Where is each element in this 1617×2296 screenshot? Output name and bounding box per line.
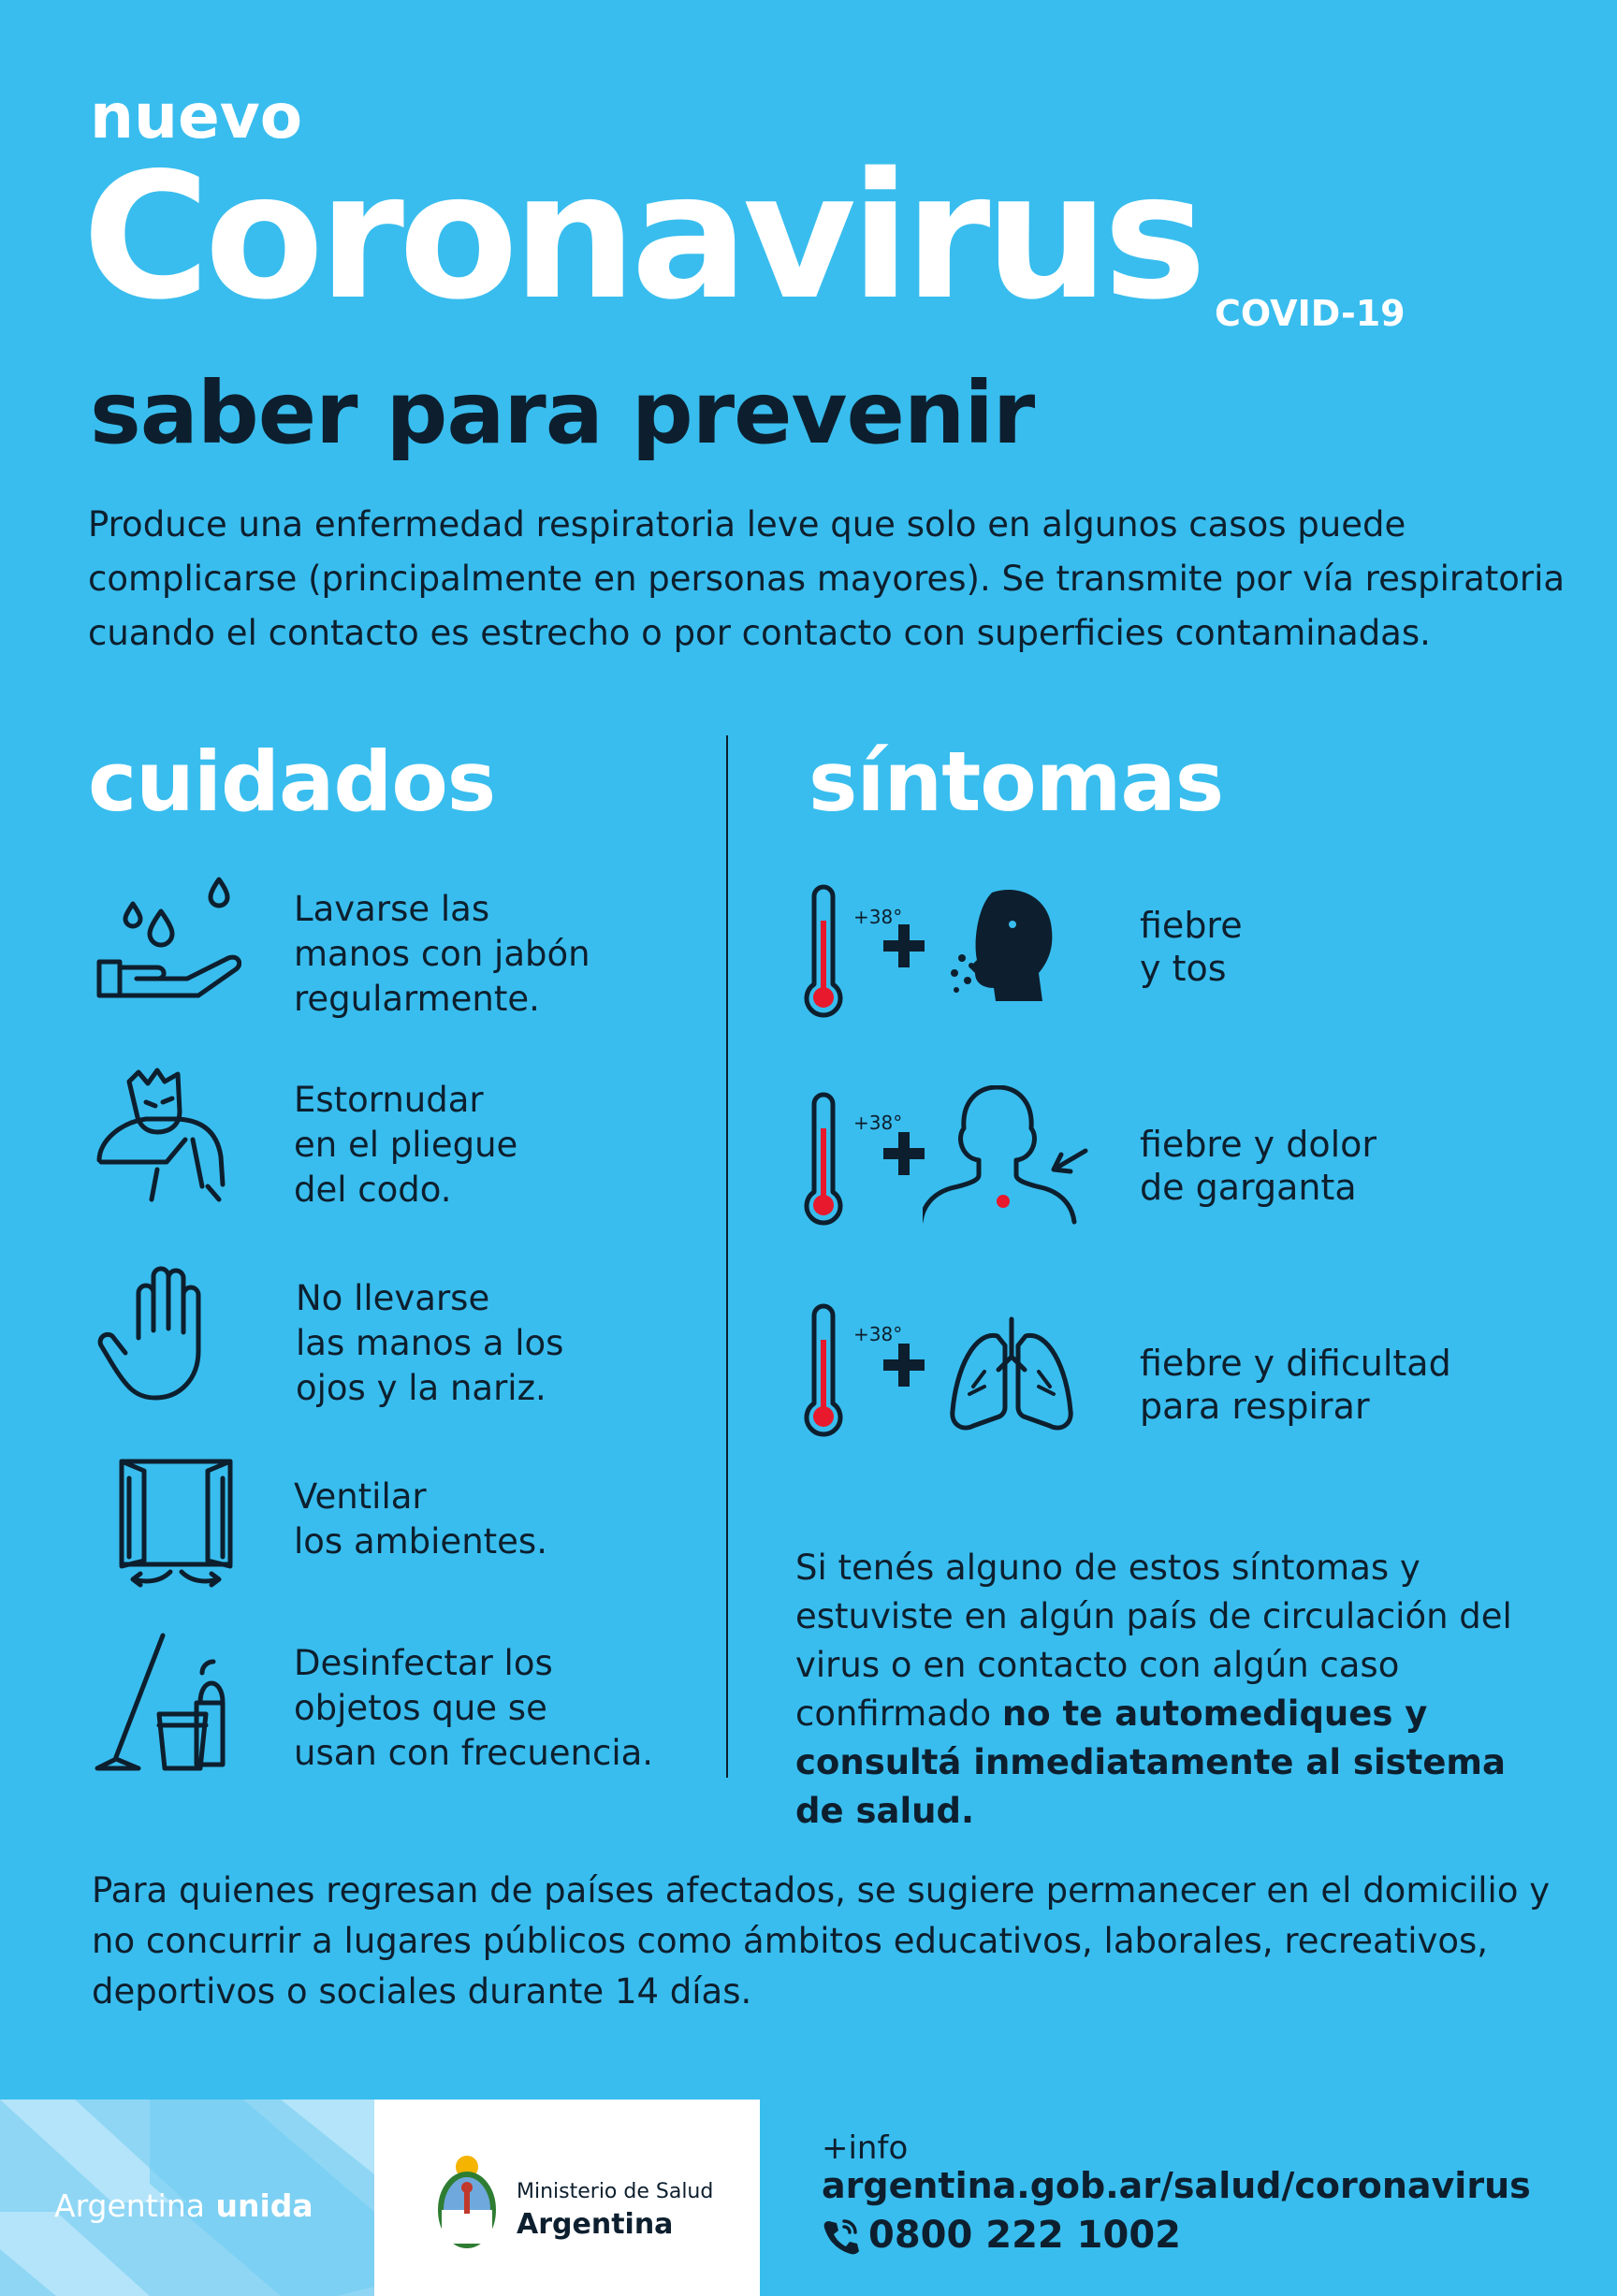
care-line: objetos que se xyxy=(294,1688,547,1728)
care-line: las manos a los xyxy=(296,1323,564,1363)
care-text-5 xyxy=(294,1641,687,1776)
lungs-icon xyxy=(947,1315,1076,1437)
care-text-2 xyxy=(294,1078,687,1213)
advice-text: Si tenés alguno de estos síntomas y estuviste en algún país de circulación del virus o en contacto con algún caso confirmado xyxy=(795,1548,1512,1734)
argentina-unida-logo xyxy=(54,2187,313,2224)
coat-of-arms-icon xyxy=(432,2152,502,2255)
care-line: regularmente. xyxy=(294,979,540,1019)
symptom-text-3 xyxy=(1140,1342,1514,1428)
symptom-line: para respirar xyxy=(1140,1386,1370,1427)
covid-label: COVID-19 xyxy=(1215,293,1406,334)
symptom-line: fiebre y dificultad xyxy=(1140,1343,1451,1384)
care-line: del codo. xyxy=(294,1170,452,1210)
coughing-person-icon xyxy=(947,883,1069,1005)
intro-paragraph: Produce una enfermedad respiratoria leve que solo en algunos casos puede complicarse (principalmente en personas mayores). Se transmite por vía respiratoria cuando el contacto es estrecho o por contacto con superficies contaminadas. xyxy=(88,504,1566,653)
phone-number[interactable]: 0800 222 1002 xyxy=(868,2214,1182,2257)
care-section-title: cuidados xyxy=(88,734,496,830)
care-line: Estornudar xyxy=(294,1080,484,1120)
care-line: en el pliegue xyxy=(294,1125,518,1165)
care-text-1 xyxy=(294,887,687,1022)
symptom-line: y tos xyxy=(1140,948,1227,989)
column-divider xyxy=(726,735,728,1778)
care-line: los ambientes. xyxy=(294,1521,547,1562)
temperature-label: +38° xyxy=(853,1323,903,1345)
info-label: +info xyxy=(822,2129,909,2167)
care-line: Lavarse las xyxy=(294,889,490,929)
symptom-text-2 xyxy=(1140,1123,1514,1209)
symptom-line: fiebre y dolor xyxy=(1140,1124,1377,1165)
brand-word-b: unida xyxy=(215,2187,313,2224)
symptom-line: fiebre xyxy=(1140,905,1243,946)
ministry-name: Ministerio de Salud xyxy=(517,2180,714,2203)
raised-hand-icon xyxy=(92,1263,241,1403)
kicker-text: nuevo xyxy=(90,80,303,153)
care-text-4 xyxy=(294,1475,687,1564)
care-line: manos con jabón xyxy=(294,934,590,974)
open-window-icon xyxy=(101,1456,251,1596)
returning-travelers-note: Para quienes regresan de países afectados, se sugiere permanecer en el domicilio y no concurrir a lugares públicos como ámbitos educativos, laborales, recreativos, deportivos o sociales durante 14 días. xyxy=(92,1870,1551,2012)
care-line: No llevarse xyxy=(296,1278,490,1318)
brand-word-a: Argentina xyxy=(54,2187,205,2224)
symptoms-advice xyxy=(795,1544,1563,1836)
advice-emphasis: no te automediques y consultá inmediatamente al sistema de salud. xyxy=(795,1693,1506,1831)
care-line: ojos y la nariz. xyxy=(296,1368,546,1408)
sneeze-elbow-icon xyxy=(92,1065,241,1205)
cleaning-supplies-icon xyxy=(92,1632,241,1772)
temperature-label: +38° xyxy=(853,1112,903,1134)
care-line: Desinfectar los xyxy=(294,1643,553,1683)
phone-icon xyxy=(822,2217,859,2255)
ministry-country: Argentina xyxy=(517,2208,674,2241)
hand-washing-icon xyxy=(92,870,241,1010)
care-line: usan con frecuencia. xyxy=(294,1733,654,1773)
symptom-text-1 xyxy=(1140,904,1514,990)
care-text-3 xyxy=(296,1276,689,1411)
page-title: Coronavirus xyxy=(82,135,1202,338)
info-link[interactable]: argentina.gob.ar/salud/coronavirus xyxy=(822,2165,1531,2206)
page-subtitle: saber para prevenir xyxy=(90,363,1035,463)
care-line: Ventilar xyxy=(294,1476,427,1517)
symptoms-section-title: síntomas xyxy=(808,734,1224,830)
temperature-label: +38° xyxy=(853,906,903,928)
sore-throat-icon xyxy=(923,1085,1089,1226)
symptom-line: de garganta xyxy=(1140,1167,1357,1208)
